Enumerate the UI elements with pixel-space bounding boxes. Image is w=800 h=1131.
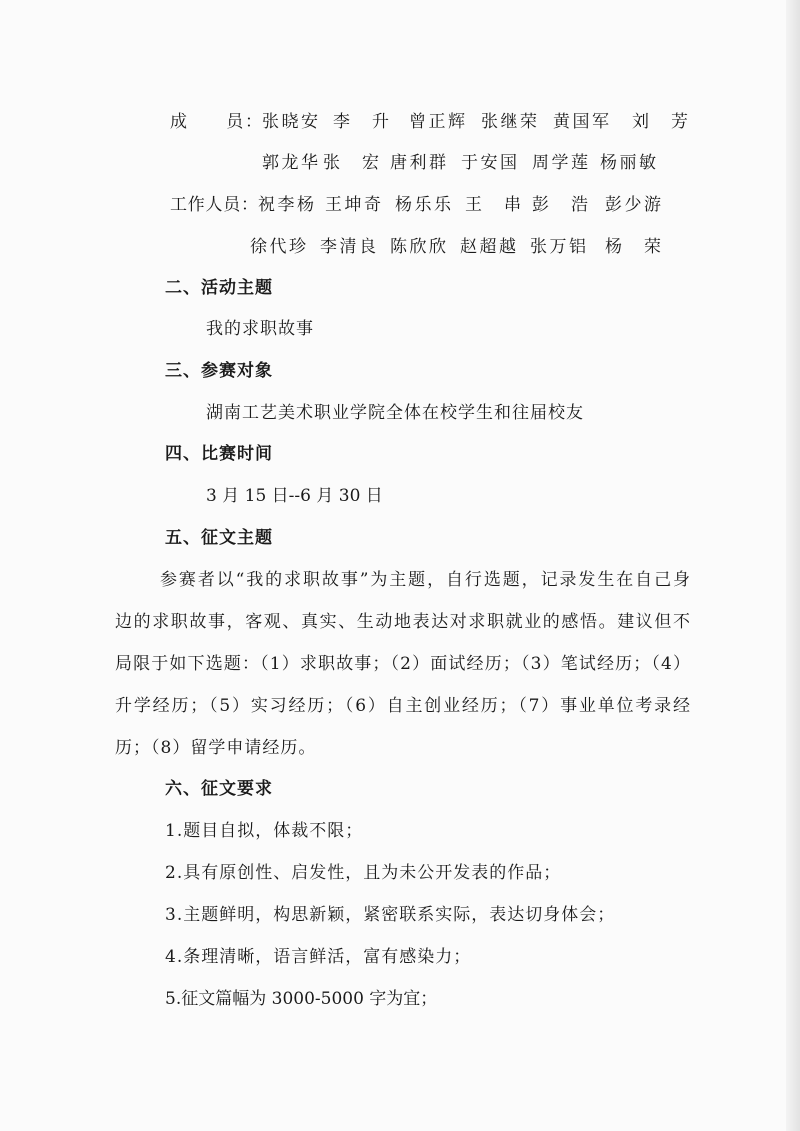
staff-name: 杨乐乐: [395, 195, 451, 215]
section-heading-target: 三、参赛对象: [165, 361, 273, 381]
member-name: 杨丽敏: [600, 153, 656, 173]
section-heading-requirements: 六、征文要求: [165, 779, 273, 799]
section-heading-time: 四、比赛时间: [165, 444, 273, 464]
staff-name: 王坤奇: [325, 195, 381, 215]
member-name: 刘 芳: [632, 112, 688, 132]
member-name: 李 升: [333, 112, 389, 132]
member-name: 张晓安: [262, 112, 318, 132]
staff-name: 李清良: [320, 237, 376, 257]
staff-name: 王 串: [465, 195, 521, 215]
staff-name: 徐代珍: [250, 237, 306, 257]
staff-name: 赵超越: [460, 237, 516, 257]
section-heading-theme: 二、活动主题: [165, 278, 273, 298]
member-name: 于安国: [461, 153, 517, 173]
requirement-item: 4.条理清晰，语言鲜活，富有感染力；: [165, 947, 472, 967]
theme-text: 我的求职故事: [206, 319, 314, 339]
member-name: 唐利群: [390, 153, 446, 173]
staff-name: 祝李杨: [258, 195, 314, 215]
staff-name: 陈欣欣: [390, 237, 446, 257]
staff-name: 彭 浩: [532, 195, 588, 215]
staff-name: 彭少游: [605, 195, 661, 215]
member-name: 郭龙华: [262, 153, 318, 173]
topic-paragraph-line: 升学经历；（5）实习经历；（6）自主创业经历；（7）事业单位考录经: [115, 696, 690, 716]
scan-edge: [786, 0, 800, 1131]
topic-paragraph-line: 历；（8）留学申请经历。: [115, 738, 317, 758]
member-name: 周学莲: [532, 153, 588, 173]
topic-paragraph-line: 边的求职故事，客观、真实、生动地表达对求职就业的感悟。建议但不: [115, 612, 690, 632]
section-heading-topic: 五、征文主题: [165, 528, 273, 548]
member-name: 张继荣: [481, 112, 537, 132]
member-name: 黄国军: [553, 112, 609, 132]
member-name: 曾正辉: [409, 112, 465, 132]
requirement-item: 2.具有原创性、启发性，且为未公开发表的作品；: [165, 863, 562, 883]
requirement-item: 1.题目自拟，体裁不限；: [165, 821, 364, 841]
staff-name: 张万铝: [530, 237, 586, 257]
staff-label: 工作人员：: [170, 195, 258, 215]
staff-name: 杨 荣: [605, 237, 661, 257]
topic-paragraph-line: 参赛者以“我的求职故事”为主题，自行选题，记录发生在自己身: [160, 570, 690, 590]
target-text: 湖南工艺美术职业学院全体在校学生和往届校友: [206, 403, 584, 423]
requirement-item: 5.征文篇幅为 3000-5000 字为宜；: [165, 989, 438, 1009]
topic-paragraph-line: 局限于如下选题：（1）求职故事；（2）面试经历；（3）笔试经历；（4）: [115, 654, 690, 674]
requirement-item: 3.主题鲜明，构思新颖，紧密联系实际，表达切身体会；: [165, 905, 616, 925]
member-name: 张 宏: [323, 153, 379, 173]
members-label: 成 员：: [170, 112, 262, 132]
time-text: 3 月 15 日--6 月 30 日: [206, 486, 383, 506]
